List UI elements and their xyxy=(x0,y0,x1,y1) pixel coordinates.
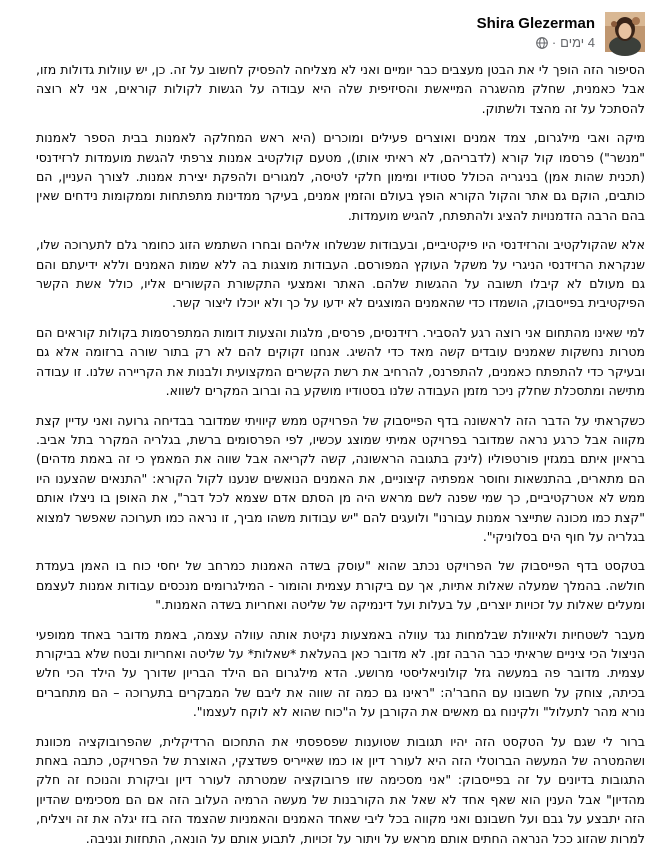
author-avatar[interactable] xyxy=(605,12,645,52)
author-block xyxy=(477,14,595,51)
post-paragraph-2: מיקה ואבי מילגרום, צמד אמנים ואוצרים פעילים ומוכרים (היא ראש המחלקה לאמנות בבית הספר לאמנות "מנשר") פרסמו קול קורא (לדבריהם, לא ראיתי אותו), מטעם קולקטיב אמנות צרפתי להגשת מועמדות לרזידנסי (תכנית שהות אמן) בניגריה הכולל סטודיו ומימון חלקי לטיסה, למגורים ולהפקת יצירת אמנות. לצורך העניין, הם כותבים, הוקם גם אתר והקול הקורא הופץ בעולם והזמין אמנים, בעיקר ממדינות מתפתחות וממקומות נידחים שאין בהם הרבה הזדמנויות להציג ולהתפתח, להגיש מועמדות. xyxy=(36,130,645,223)
post-time[interactable]: 4 ימים xyxy=(560,34,595,50)
post-paragraph-1: הסיפור הזה הופך לי את הבטן מעצבים כבר יומיים ואני לא מצליחה להפסיק לחשוב על זה. כן, יש עוולות גדולות מזו, אבל כאמנית, שחלק מהשגרה המייאשת והסיזיפית שלה היא עבודה על הגשות לקולות קוראים, אני לא רוצה להסתכל על זה מהצד ולשתוק. xyxy=(36,62,645,116)
post-header xyxy=(36,0,645,58)
post-paragraph-3: אלא שהקולקטיב והרזידנסי היו פיקטיביים, ובעבודות שנשלחו אליהם ובחרו השתמש הזוג כחומר גלם לתערוכה שלו, שנקראת הרזידנסי הניגרי על משקל העוקץ המפורסם. העבודות מוצגות בה ללא שמות האמנים וללא ידיעתם והם גם מעולם לא קיבלו תשובה על ההגשות שלהם. האתר ואמצעי התקשורת הקשורים אליו, כולל אשת הקשר הפיקטיבית בפייסבוק, הושמדו כדי שהאמנים המוצגים לא ידעו על כך ולא יוכלו ליצור קשר. xyxy=(36,237,645,311)
globe-icon[interactable] xyxy=(536,36,548,48)
author-name[interactable]: Shira Glezerman xyxy=(476,14,595,32)
post-paragraph-4: למי שאינו מהתחום אני רוצה רגע להסביר. רזידנסים, פרסים, מלגות והצעות דומות המתפרסמות בקולות קוראים הם מטרות נחשקות שאמנים עובדים קשה מאד כדי להשיג. אנחנו זקוקים להם לא רק בתור שורה ברזומה אלא גם ובעיקר כדי להתפתח כאמנים, להתפרנס, להרחיב את רשת הקשרים המקצועית ולבנות את הקריירה שלנו. זו עבודה מתישה ומתסכלת שחלק ניכר מזמן העבודה שלנו בסטודיו מושקע בה וברוב המקרים לשווא. xyxy=(36,324,645,399)
meta-separator: · xyxy=(551,34,557,50)
post-paragraph-7: מעבר לשטחיות ולאיוולת שבלמחות נגד עוולה באמצעות נקיטת אותה עוולה עצמה, באמת מדובר באחד ממופעי הניצול הכי ציניים שראיתי כבר הרבה זמן. לא מדובר כאן בהעלאת *שאלות* על שליטה ואחריות ובטח שלא בביקורת עצמית. מדובר פה במעשה גזל קולוניאליסטי מרושע. הדא מילגרום הם הילד הבריון שדורך על הילד הכי חלש בכיתה, צוחק על חשבונו עם החבר'ה: "ראינו גם כמה זה שווה את ליבם של המבקרים בתערוכה – הם מתחברים נורא מהר לתעלול" ולקינוח גם מאשים את הקורבן על ה"כוח שהוא לא לוקח לעצמו". xyxy=(36,626,645,720)
post-meta xyxy=(477,34,595,51)
post-paragraph-5: כשקראתי על הדבר הזה לראשונה בדף הפייסבוק של הפרויקט ממש קיוויתי שמדובר בבדיחה גרועה ואני עדיין קצת מקווה אבל כרגע נראה שמדובר בפרויקט אמיתי שמוצג עכשיו, לפי הפרסומים ברשת, בגלריה המקרר בתל אביב. בראיון איתם במגזין פורטפוליו (לינק בתגובה הראשונה, קשה לקריאה אבל שווה את המאמץ כי זה באמת מדהים) הם מתארים, בהתנשאות וחוסר אמפתיה קיצוניים, את האמנים הנואשים שנענו לקול הקורא: "התנאים שהצענו היו ממש לא אטרקטיביים, כך שמי שפנה לשם מראש היה מן הסתם אדם שצמא לכל דבר", את האופן בו ניצלו אותם "קצת כמו מכונה שתייצר אמנות עבורנו" ולועגים להם "יש עבודות משהו מביך, זו נראה כמו תערוכה שאפשר למצוא בגלריה על חוף הים בסלוניקי". xyxy=(36,412,645,544)
post-body xyxy=(36,60,645,848)
post-paragraph-6: בטקסט בדף הפייסבוק של הפרויקט נכתב שהוא "עוסק בשדה האמנות כמרחב של יחסי כוח בו האמן בעמדת חולשה. בהמלך שמעלה שאלות אתיות, אך עם ביקורת עצמית והומור - המילגרומים מנכסים עבודות אמנות לעצמם ומעלים שאלות על זכויות יוצרים, על בעלות ועל דינמיקה של שליטה ואחריות בשדה האמנות." xyxy=(36,558,645,613)
post-paragraph-8: ברור לי שגם על הטקסט הזה יהיו תגובות שטוענות שפספסתי את התחכום הרדיקלית, שהפרובוקציה מכוונת ושהמטרה של המעשה הברוטלי הזה היא לעורר דיון או כמו שאייריס פשדצקי, האוצרת של הפרויקט, כתבה באחת התגובות בדיונים על זה בפייסבוק: "אני מסכימה שזו פרובוקציה שמטרתה לעורר דיון וביקורת והנוכח זה חלק מהדיון" אבל הענין הוא שאף אחד לא שאל את הקורבנות של מעשה הרמיה העלוב הזה אם הם מסכימים שהדיון הזה יתבצע על גבם ועל חשבונם ואני מקווה בכל ליבי שאחד האמנים והאמניות שהצמד הזה בזז יגלה את זה ויצליח, למרות שהזוג ככל הנראה החתים אותם מראש על ויתור על זכויות, לתבוע אותם על הונאה, התחזות וגניבה. xyxy=(36,733,645,846)
